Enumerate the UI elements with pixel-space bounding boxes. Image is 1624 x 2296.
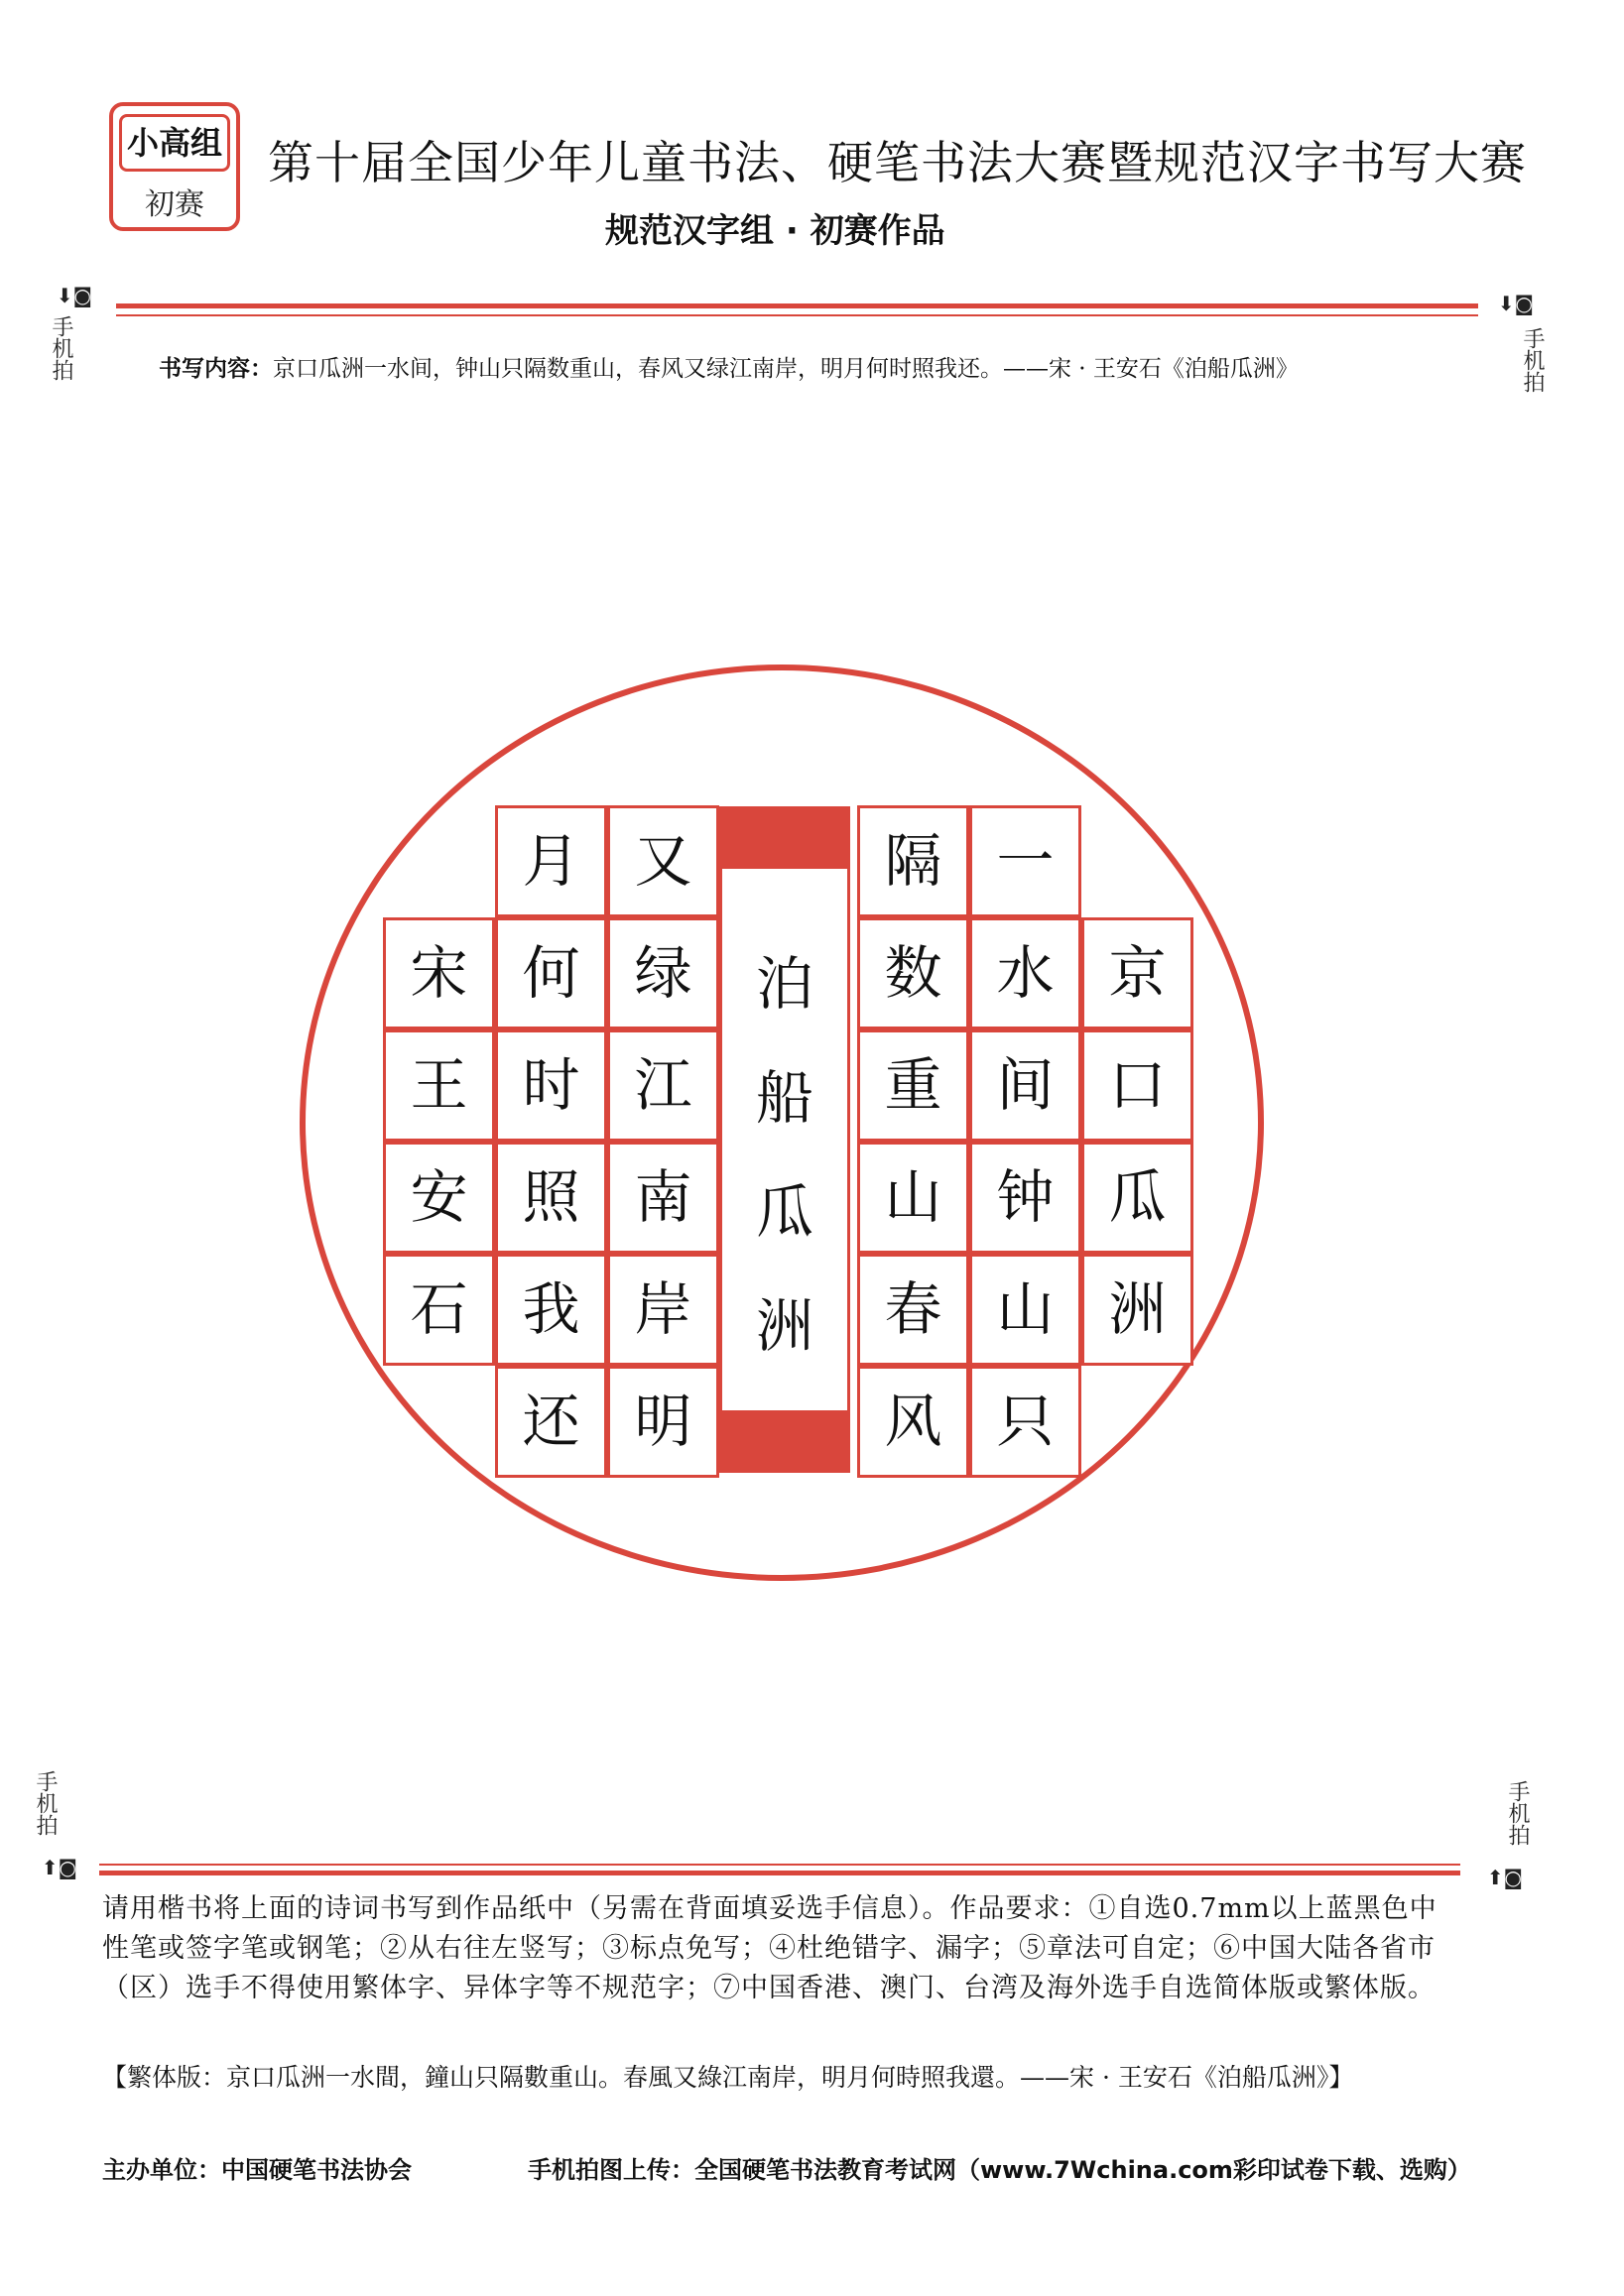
grid-cell: 瓜 bbox=[1081, 1142, 1193, 1254]
grid-cell: 王 bbox=[383, 1029, 495, 1142]
grid-cell: 数 bbox=[857, 917, 969, 1029]
group-badge-label: 小高组 bbox=[119, 114, 230, 172]
grid-cell: 江 bbox=[607, 1029, 719, 1142]
grid-cell: 山 bbox=[857, 1142, 969, 1254]
grid-cell: 南 bbox=[607, 1142, 719, 1254]
grid-cell: 岸 bbox=[607, 1254, 719, 1366]
instructions bbox=[102, 1889, 1451, 2008]
bottom-rule bbox=[99, 1871, 1460, 1875]
bottom-rule-thin bbox=[99, 1864, 1460, 1866]
camera-upload-icon: ⬆◙ bbox=[1486, 1866, 1524, 1889]
grid-cell: 一 bbox=[969, 805, 1081, 917]
grid-cell: 安 bbox=[383, 1142, 495, 1254]
marker-label: 手机拍 bbox=[1505, 1780, 1530, 1846]
grid-cell: 洲 bbox=[1081, 1254, 1193, 1366]
top-rule-thin bbox=[116, 314, 1478, 316]
content-text: 京口瓜洲一水间，钟山只隔数重山，春风又绿江南岸，明月何时照我还。——宋 · 王安石《泊船瓜洲》 bbox=[273, 356, 1299, 382]
grid-cell: 钟 bbox=[969, 1142, 1081, 1254]
grid-cell: 我 bbox=[495, 1254, 607, 1366]
grid-cell: 重 bbox=[857, 1029, 969, 1142]
photo-marker-bottom-left bbox=[30, 1855, 89, 1880]
grid-cell: 只 bbox=[969, 1366, 1081, 1478]
photo-marker-bottom-right-label bbox=[1500, 1780, 1530, 1846]
grid-cell: 照 bbox=[495, 1142, 607, 1254]
marker-label: 手机拍 bbox=[1520, 327, 1545, 393]
grid-cell: 石 bbox=[383, 1254, 495, 1366]
organizer: 主办单位：中国硬笔书法协会 bbox=[102, 2156, 412, 2184]
poem-title-column bbox=[719, 806, 850, 1473]
grid-cell: 绿 bbox=[607, 917, 719, 1029]
upload-info: 手机拍图上传：全国硬笔书法教育考试网（www.7Wchina.com彩印试卷下载、选购） bbox=[528, 2156, 1471, 2184]
grid-cell: 京 bbox=[1081, 917, 1193, 1029]
grid-cell: 月 bbox=[495, 805, 607, 917]
grid-cell: 山 bbox=[969, 1254, 1081, 1366]
marker-label: 手机拍 bbox=[33, 1770, 58, 1836]
title-char: 泊 bbox=[755, 950, 813, 1018]
photo-marker-bottom-left-label bbox=[28, 1770, 58, 1836]
content-line bbox=[159, 350, 1299, 383]
content-label: 书写内容： bbox=[159, 356, 273, 382]
page-title: 第十届全国少年儿童书法、硬笔书法大赛暨规范汉字书写大赛 bbox=[268, 136, 1527, 189]
photo-marker-top-right bbox=[1486, 291, 1546, 316]
download-camera-icon: ⬇◙ bbox=[56, 284, 93, 307]
grid-cell: 何 bbox=[495, 917, 607, 1029]
grid-cell: 宋 bbox=[383, 917, 495, 1029]
title-cap-top bbox=[722, 809, 847, 869]
photo-marker-bottom-right bbox=[1475, 1865, 1535, 1890]
title-cap-bottom bbox=[722, 1410, 847, 1470]
title-char: 瓜 bbox=[755, 1178, 813, 1246]
grid-cell: 还 bbox=[495, 1366, 607, 1478]
grid-cell: 口 bbox=[1081, 1029, 1193, 1142]
page-subtitle: 规范汉字组 · 初赛作品 bbox=[605, 211, 945, 251]
marker-label: 手机拍 bbox=[49, 315, 73, 381]
grid-cell: 春 bbox=[857, 1254, 969, 1366]
photo-marker-top-left bbox=[45, 283, 104, 308]
grid-cell: 间 bbox=[969, 1029, 1081, 1142]
photo-marker-top-right-label bbox=[1515, 327, 1545, 393]
stage-label: 初赛 bbox=[145, 187, 204, 222]
photo-marker-top-left-label bbox=[44, 315, 73, 381]
instructions-lead: 请用楷书将上面的诗词书写到作品纸中（另需在背面填妥选手信息）。 bbox=[102, 1893, 950, 1924]
top-rule bbox=[116, 303, 1478, 308]
title-char: 洲 bbox=[755, 1292, 813, 1360]
title-char: 船 bbox=[755, 1064, 813, 1132]
instructions-requirements: 作品要求：①自选0.7mm以上蓝黑色中性笔或签字笔或钢笔；②从右往左竖写；③标点免写；④杜绝错字、漏字；⑤章法可自定；⑥中国大陆各省市（区）选手不得使用繁体字、异体字等不规范字；⑦中国香港、澳门、台湾及海外选手自选简体版或繁体版。 bbox=[102, 1893, 1437, 2003]
grid-cell: 明 bbox=[607, 1366, 719, 1478]
upload-camera-icon: ⬆◙ bbox=[41, 1856, 78, 1879]
grid-cell: 隔 bbox=[857, 805, 969, 917]
grid-cell: 时 bbox=[495, 1029, 607, 1142]
camera-download-icon: ⬇◙ bbox=[1497, 292, 1535, 315]
grid-cell: 风 bbox=[857, 1366, 969, 1478]
traditional-version-note: 【繁体版：京口瓜洲一水間，鐘山只隔數重山。春風又綠江南岸，明月何時照我還。——宋 · 王安石《泊船瓜洲》】 bbox=[102, 2063, 1354, 2092]
group-badge bbox=[109, 102, 240, 231]
grid-cell: 水 bbox=[969, 917, 1081, 1029]
grid-cell: 又 bbox=[607, 805, 719, 917]
